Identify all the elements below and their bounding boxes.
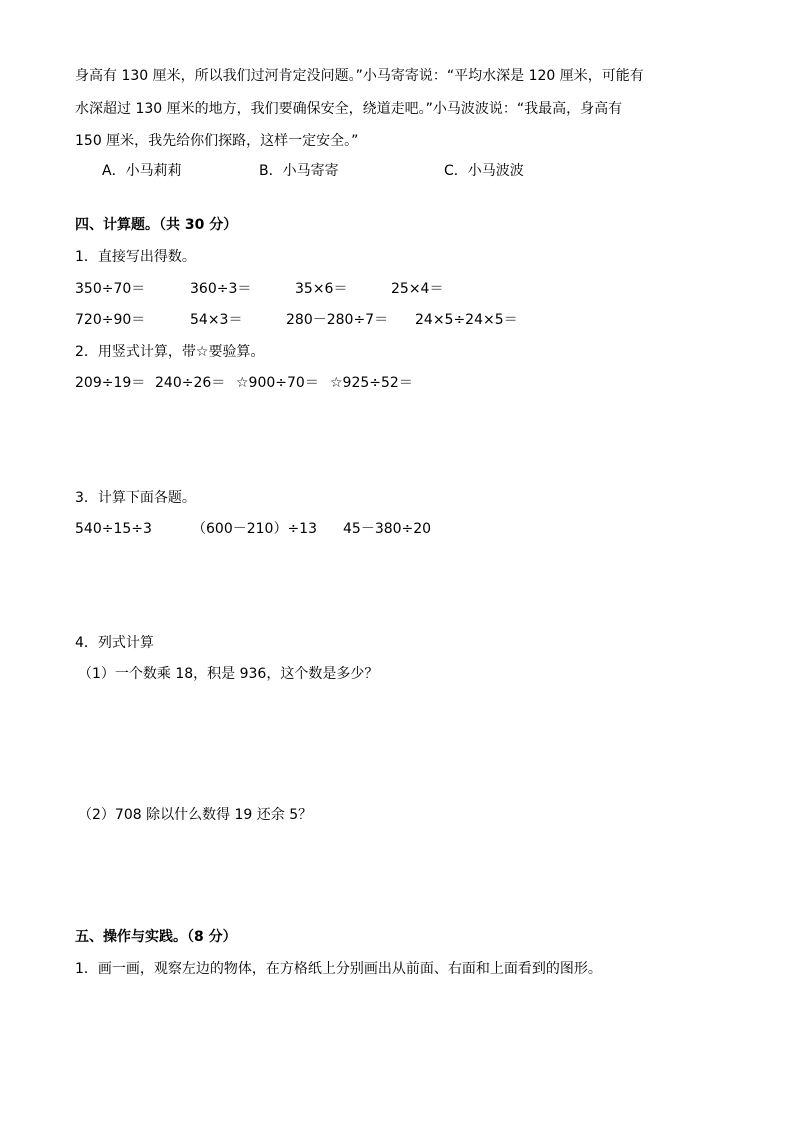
q1-item: 25×4＝: [391, 281, 444, 297]
q4-part-1: （1）一个数乘 18，积是 936，这个数是多少？: [78, 666, 379, 682]
passage-line-3: 150 厘米，我先给你们探路，这样一定安全。”: [75, 133, 359, 149]
q1-item: 24×5÷24×5＝: [415, 312, 518, 328]
section-5-q1: 1．画一画，观察左边的物体，在方格纸上分别画出从前面、右面和上面看到的图形。: [75, 961, 602, 977]
q1-item: 280－280÷7＝: [286, 312, 389, 328]
q1-item: 35×6＝: [295, 281, 348, 297]
q1-item: 350÷70＝: [75, 281, 146, 297]
q3-row: [75, 520, 715, 538]
section-5-title: 五、操作与实践。（8 分）: [75, 929, 237, 945]
q3-item: 45－380÷20: [343, 521, 432, 537]
choices-row: [102, 162, 702, 180]
q1-row-2: [75, 311, 715, 329]
q1-item: 54×3＝: [190, 312, 243, 328]
q2-label: 2．用竖式计算，带☆要验算。: [75, 344, 265, 360]
q1-label: 1．直接写出得数。: [75, 249, 196, 265]
passage-line-2: 水深超过 130 厘米的地方，我们要确保安全，绕道走吧。”小马波波说：“我最高，身高有: [75, 101, 623, 117]
q2-item: ☆925÷52＝: [330, 375, 413, 391]
q3-item: （600－210）÷13: [192, 521, 317, 537]
q2-row: [75, 374, 715, 392]
q4-part-2: （2）708 除以什么数得 19 还余 5？: [78, 807, 313, 823]
q3-item: 540÷15÷3: [75, 521, 152, 537]
choice-a[interactable]: A．小马莉莉: [102, 163, 182, 179]
q4-label: 4．列式计算: [75, 635, 154, 651]
section-4-title: 四、计算题。（共 30 分）: [75, 217, 238, 233]
q2-item: ☆900÷70＝: [236, 375, 319, 391]
passage-line-1: 身高有 130 厘米，所以我们过河肯定没问题。”小马寄寄说：“平均水深是 120 厘米，可能有: [75, 68, 644, 84]
choice-c[interactable]: C．小马波波: [444, 163, 524, 179]
choice-b[interactable]: B．小马寄寄: [259, 163, 339, 179]
q3-label: 3．计算下面各题。: [75, 490, 196, 506]
q1-row-1: [75, 280, 715, 298]
q1-item: 360÷3＝: [190, 281, 252, 297]
q2-item: 209÷19＝: [75, 375, 146, 391]
q1-item: 720÷90＝: [75, 312, 146, 328]
q2-item: 240÷26＝: [155, 375, 226, 391]
